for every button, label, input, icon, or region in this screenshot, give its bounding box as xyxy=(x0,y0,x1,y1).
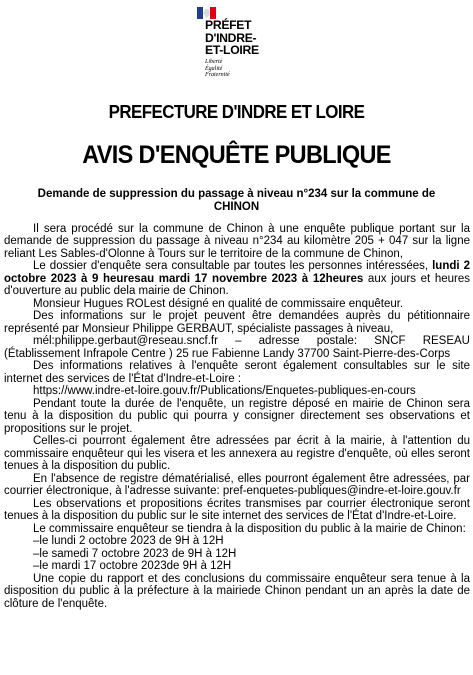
paragraph-information: Des informations sur le projet peuvent être demandées auprès du pétitionnaire représenté par Monsieur Philippe GERBAUT, spécialiste passages à niveau, xyxy=(4,310,470,335)
paragraph-commissioner: Monsieur Hugues ROLest désigné en qualité de commissaire enquêteur. xyxy=(33,297,404,310)
paragraph-written: Celles-ci pourront également être adressées par écrit à la mairie, à l'attention du commissaire enquêteur qui les visera et les annexera au registre d'enquête, où elles seront tenues à la disposition du public. xyxy=(4,435,470,473)
paragraph-procedure: Il sera procédé sur la commune de Chinon à une enquête publique portant sur la demande de suppression du passage à niveau n°234 au kilomètre 205 + 047 sur la ligne reliant Les Sables-d'Olonne à Tours sur le territoire de la commune de Chinon, xyxy=(4,223,470,260)
republic-motto: Liberté Égalité Fraternité xyxy=(205,59,230,79)
permanence-item: –le samedi 7 octobre 2023 de 9H à 12H xyxy=(33,547,237,560)
prefet-name: PRÉFET D'INDRE- ET-LOIRE xyxy=(205,18,259,57)
paragraph-consultation xyxy=(4,260,470,297)
permanence-item: –le mardi 17 octobre 2023de 9H à 12H xyxy=(33,560,232,573)
paragraph-contact: mél:philippe.gerbaut@reseau.sncf.fr – adresse postale: SNCF RESEAU (Établissement Infrapole Centre ) 25 rue Fabienne Landy 37700 Saint-Pierre-des-Corps xyxy=(4,335,470,360)
permanence-item: –le lundi 2 octobre 2023 de 9H à 12H xyxy=(33,535,224,548)
prefet-logo xyxy=(173,3,293,81)
paragraph-email: En l'absence de registre dématérialisé, elles pourront également être adressées, par courrier électronique, à l'adresse suivante: pref-enquetes-publiques@indre-et-loire.gouv.fr xyxy=(4,472,470,498)
paragraph-permanences: Le commissaire enquêteur se tiendra à la disposition du public à la mairie de Chinon: xyxy=(33,522,466,535)
consultation-intro: Le dossier d'enquête sera consultable par toutes les personnes intéressées, xyxy=(33,260,433,273)
paragraph-electronic: Les observations et propositions écrites transmises par courrier électronique seront tenues à la disposition du public sur le site internet des services de l'État d'Indre-et-Loire. xyxy=(4,497,470,523)
notice-body xyxy=(4,223,470,610)
prefecture-heading: PREFECTURE D'INDRE ET LOIRE xyxy=(108,102,365,122)
consultation-hours: aux jours et heures d'ouverture au public dela mairie de Chinon. xyxy=(4,272,470,298)
notice-subtitle xyxy=(0,188,473,213)
subtitle-line-1: Demande de suppression du passage à niveau n°234 sur la commune de xyxy=(37,188,436,200)
paragraph-report: Une copie du rapport et des conclusions du commissaire enquêteur sera tenue à la disposition du public à la préfecture à la mairiede Chinon pendant un an après la date de clôture de l'enquête. xyxy=(4,572,470,610)
marianne-icon xyxy=(202,8,211,18)
paragraph-register: Pendant toute la durée de l'enquête, un registre déposé en mairie de Chinon sera tenu à la disposition du public qui pourra y consigner directement ses observations et propositions sur le projet. xyxy=(4,397,470,435)
page-title: AVIS D'ENQUÊTE PUBLIQUE xyxy=(82,141,391,169)
paragraph-website: Des informations relatives à l'enquête seront également consultables sur le site internet des services de l'État d'Indre-et-Loire : xyxy=(4,360,470,385)
website-link[interactable]: https://www.indre-et-loire.gouv.fr/Publications/Enquetes-publiques-en-cours xyxy=(33,385,416,398)
subtitle-line-2: CHINON xyxy=(213,200,260,213)
consultation-dates: lundi 2 octobre 2023 à 9 heuresau mardi 17 novembre 2023 à 12heures xyxy=(4,260,470,285)
